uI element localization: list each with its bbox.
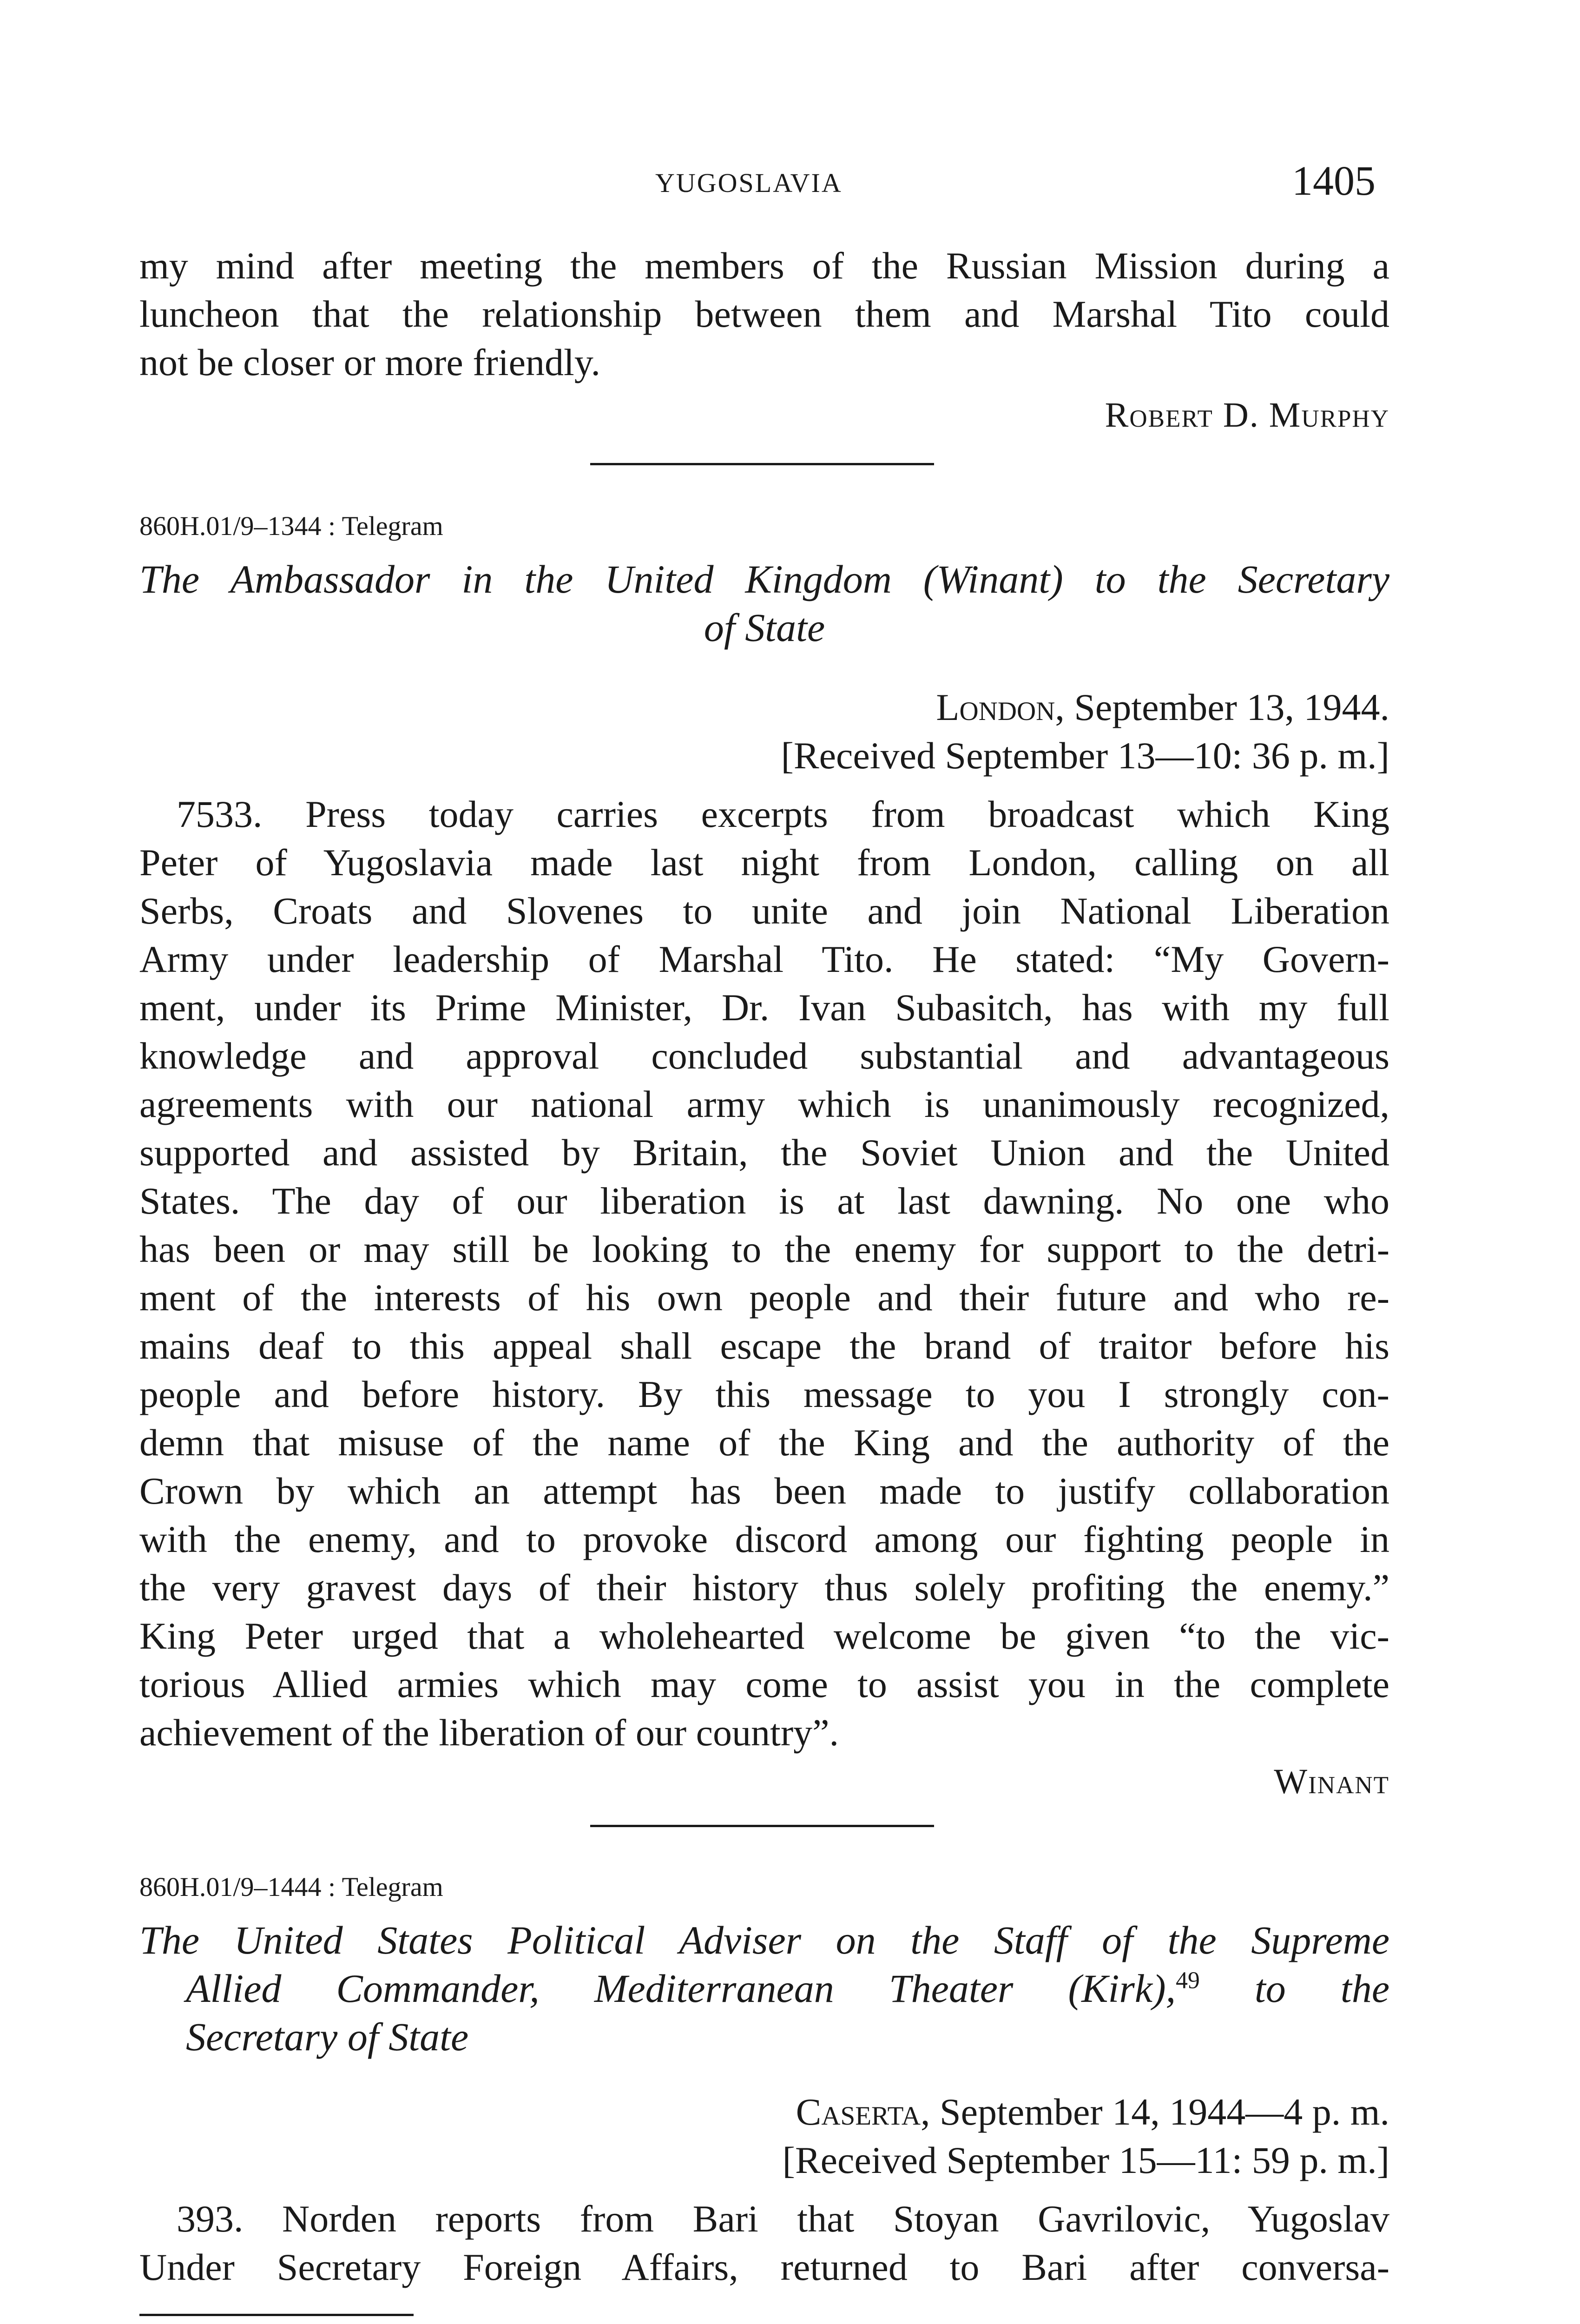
doc2-line-5: ment, under its Prime Minister, Dr. Ivan Subasitch, has with my full: [139, 986, 1389, 1029]
page-number: 1405: [1292, 158, 1376, 204]
doc3-place: Caserta: [796, 2091, 921, 2133]
footnote-rule: [139, 2314, 414, 2316]
doc2-date: , September 13, 1944.: [1055, 686, 1389, 728]
doc2-line-16: with the enemy, and to provoke discord among our fighting people in: [139, 1518, 1389, 1560]
doc3-title-line-3: Secretary of State: [186, 2014, 469, 2059]
doc2-title-line-2: of State: [704, 605, 825, 650]
running-title: YUGOSLAVIA: [655, 168, 843, 198]
doc2-line-2: Peter of Yugoslavia made last night from London, calling on all: [139, 841, 1389, 884]
doc1-line-3: not be closer or more friendly.: [139, 341, 601, 383]
doc3-received: [Received September 15—11: 59 p. m.]: [782, 2139, 1389, 2181]
doc3-line-2: Under Secretary Foreign Affairs, returned to Bari after conversa-: [139, 2246, 1389, 2288]
doc1-line-2: luncheon that the relationship between them and Marshal Tito could: [139, 293, 1389, 335]
doc2-line-13: people and before history. By this message to you I strongly con-: [139, 1373, 1389, 1415]
doc2-line-3: Serbs, Croats and Slovenes to unite and join National Liberation: [139, 890, 1389, 932]
doc3-title-line-2a: Allied Commander, Mediterranean Theater (Kirk),: [186, 1966, 1176, 2011]
doc2-line-10: has been or may still be looking to the enemy for support to the detri-: [139, 1228, 1389, 1270]
doc2-dateline: [139, 683, 1389, 732]
doc2-line-8: supported and assisted by Britain, the Soviet Union and the United: [139, 1131, 1389, 1174]
doc3-title-line-2b: to the: [1199, 1966, 1389, 2011]
doc2-line-18: King Peter urged that a wholehearted welcome be given “to the vic-: [139, 1615, 1389, 1657]
doc2-title-line-1: The Ambassador in the United Kingdom (Winant) to the Secretary: [139, 557, 1389, 601]
doc2-line-20: achievement of the liberation of our country”.: [139, 1711, 839, 1754]
doc2-place: London: [936, 686, 1055, 728]
doc2-file-id: 860H.01/9–1344 : Telegram: [139, 511, 443, 541]
doc2-received: [Received September 13—10: 36 p. m.]: [781, 734, 1389, 777]
doc3-line-1: 393. Norden reports from Bari that Stoyan Gavrilovic, Yugoslav: [177, 2198, 1389, 2240]
doc2-line-11: ment of the interests of his own people and their future and who re-: [139, 1276, 1389, 1319]
doc2-line-4: Army under leadership of Marshal Tito. He stated: “My Govern-: [139, 938, 1389, 980]
doc2-signature: Winant: [1274, 1762, 1389, 1801]
doc3-title-line-1: The United States Political Adviser on the Staff of the Supreme: [139, 1918, 1389, 1962]
doc2-line-15: Crown by which an attempt has been made to justify collaboration: [139, 1470, 1389, 1512]
doc2-line-6: knowledge and approval concluded substantial and advantageous: [139, 1035, 1389, 1077]
doc3-date: , September 14, 1944—4 p. m.: [921, 2091, 1389, 2133]
footnote-ref-49: 49: [1176, 1967, 1200, 1994]
doc3-title-line-2: [186, 1965, 1389, 2014]
doc1-signature: Robert D. Murphy: [1105, 396, 1389, 435]
doc3-dateline: [139, 2088, 1389, 2136]
doc2-line-14: demn that misuse of the name of the King and the authority of the: [139, 1421, 1389, 1464]
doc3-file-id: 860H.01/9–1444 : Telegram: [139, 1872, 443, 1902]
doc2-line-12: mains deaf to this appeal shall escape the brand of traitor before his: [139, 1325, 1389, 1367]
section-divider-2: [590, 1825, 934, 1827]
doc2-line-17: the very gravest days of their history thus solely profiting the enemy.”: [139, 1566, 1389, 1609]
doc1-line-1: my mind after meeting the members of the Russian Mission during a: [139, 244, 1389, 287]
section-divider-1: [590, 463, 934, 465]
doc2-line-1: 7533. Press today carries excerpts from broadcast which King: [177, 793, 1389, 835]
doc2-line-7: agreements with our national army which is unanimously recognized,: [139, 1083, 1389, 1125]
doc2-line-9: States. The day of our liberation is at last dawning. No one who: [139, 1180, 1389, 1222]
doc2-line-19: torious Allied armies which may come to assist you in the complete: [139, 1663, 1389, 1705]
